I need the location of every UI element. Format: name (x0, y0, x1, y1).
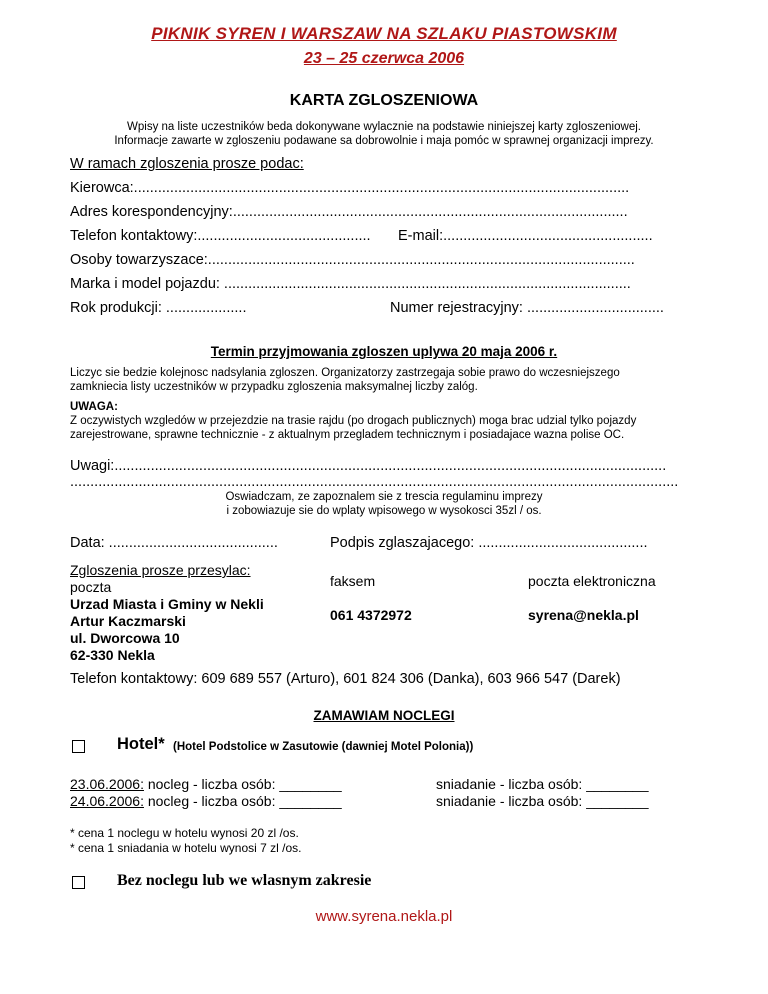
email-address: syrena@nekla.pl (528, 607, 639, 623)
no-hotel-label: Bez noclegu lub we wlasnym zakresie (117, 872, 372, 889)
send-address-block (70, 562, 264, 664)
email-field[interactable]: E-mail:.................................................... (398, 228, 653, 244)
form-title: KARTA ZGLOSZENIOWA (289, 92, 479, 109)
post-street: ul. Dworcowa 10 (70, 630, 180, 646)
post-person: Artur Kaczmarski (70, 613, 186, 629)
hotel-detail: (Hotel Podstolice w Zasutowie (dawniej Motel Polonia)) (173, 741, 474, 753)
price-notes (70, 826, 301, 856)
form-heading: W ramach zgloszenia prosze podac: (70, 156, 304, 172)
post-city: 62-330 Nekla (70, 647, 155, 663)
remarks-field-line-2[interactable]: ....................................................................................................................................................... (70, 474, 679, 490)
intro-line-2: Informacje zawarte w zgloszeniu podawane sa dobrowolnie i maja pomóc w sprawnej organizacji imprezy. (114, 135, 654, 147)
deadline-note-line-1: Liczyc sie bedzie kolejnosc nadsylania zgloszen. Organizatorzy zastrzegaja sobie prawo do wczesniejszego (70, 367, 620, 379)
declaration (0, 490, 768, 518)
send-heading: Zgloszenia prosze przesylac: (70, 562, 251, 578)
hotel-nights (70, 776, 342, 810)
event-dates: 23 – 25 czerwca 2006 (303, 50, 465, 67)
price-note-2: * cena 1 sniadania w hotelu wynosi 7 zl /os. (70, 841, 302, 855)
breakfast-count-2[interactable]: sniadanie - liczba osób: ________ (436, 793, 649, 809)
deadline-note-line-2: zamkniecia listy uczestników w przypadku zgloszenia maksymalnej liczby zalóg. (70, 381, 478, 393)
night-row-2 (70, 793, 342, 810)
declaration-line-2: i zobowiazuje sie do wplaty wpisowego w wysokosci 35zl / os. (226, 505, 542, 517)
no-hotel-checkbox[interactable] (72, 876, 85, 889)
vehicle-field[interactable]: Marka i model pojazdu: ..................................................................................................... (70, 276, 631, 292)
deadline-note (70, 366, 710, 394)
deadline-text: Termin przyjmowania zgloszen uplywa 20 maja 2006 r. (210, 344, 558, 359)
post-label: poczta (70, 579, 112, 595)
warning-label: UWAGA: (70, 401, 118, 413)
night-count-1[interactable]: nocleg - liczba osób: ________ (147, 776, 342, 792)
warning-line-1: Z oczywistych wzgledów w przejezdzie na trasie rajdu (po drogach publicznych) moga brac udzial tylko pojazdy (70, 415, 637, 427)
driver-field[interactable]: Kierowca:........................................................................................................................... (70, 180, 630, 196)
fax-number: 061 4372972 (330, 607, 412, 623)
website-url[interactable]: www.syrena.nekla.pl (315, 908, 453, 925)
signature-field[interactable]: Podpis zglaszajacego: .......................................... (330, 535, 648, 551)
price-note-1: * cena 1 noclegu w hotelu wynosi 20 zl /os. (70, 826, 299, 840)
post-name: Urzad Miasta i Gminy w Nekli (70, 596, 264, 612)
year-field[interactable]: Rok produkcji: .................... (70, 300, 247, 316)
warning-line-2: zarejestrowane, sprawne technicznie - z aktualnym przegladem technicznym i posiadajace wazna polise OC. (70, 429, 625, 441)
registration-field[interactable]: Numer rejestracyjny: .................................. (390, 300, 664, 316)
night-date-2: 24.06.2006: (70, 793, 144, 809)
intro-line-1: Wpisy na liste uczestników beda dokonywane wylacznie na podstawie niniejszej karty zgloszeniowej. (127, 121, 641, 133)
night-date-1: 23.06.2006: (70, 776, 144, 792)
warning-block (70, 400, 710, 442)
email-label: poczta elektroniczna (528, 573, 656, 589)
night-row-1 (70, 776, 342, 793)
companions-field[interactable]: Osoby towarzyszace:.......................................................................................................... (70, 252, 635, 268)
intro-text (0, 120, 768, 148)
hotel-label: Hotel* (117, 735, 165, 753)
hotel-breakfasts (436, 776, 649, 810)
phone-field[interactable]: Telefon kontaktowy:........................................... (70, 228, 371, 244)
event-title: PIKNIK SYREN I WARSZAW NA SZLAKU PIASTOWSKIM (151, 24, 617, 43)
breakfast-count-1[interactable]: sniadanie - liczba osób: ________ (436, 776, 649, 792)
contact-phones: Telefon kontaktowy: 609 689 557 (Arturo), 601 824 306 (Danka), 603 966 547 (Darek) (70, 671, 621, 687)
accommodation-heading: ZAMAWIAM NOCLEGI (313, 708, 455, 723)
date-field[interactable]: Data: .......................................... (70, 535, 278, 551)
remarks-field[interactable]: Uwagi:......................................................................................................................................... (70, 458, 667, 474)
hotel-checkbox[interactable] (72, 740, 85, 753)
night-count-2[interactable]: nocleg - liczba osób: ________ (147, 793, 342, 809)
declaration-line-1: Oswiadczam, ze zapoznalem sie z trescia regulaminu imprezy (225, 491, 543, 503)
fax-label: faksem (330, 573, 376, 589)
address-field[interactable]: Adres korespondencyjny:.................................................................................................. (70, 204, 628, 220)
